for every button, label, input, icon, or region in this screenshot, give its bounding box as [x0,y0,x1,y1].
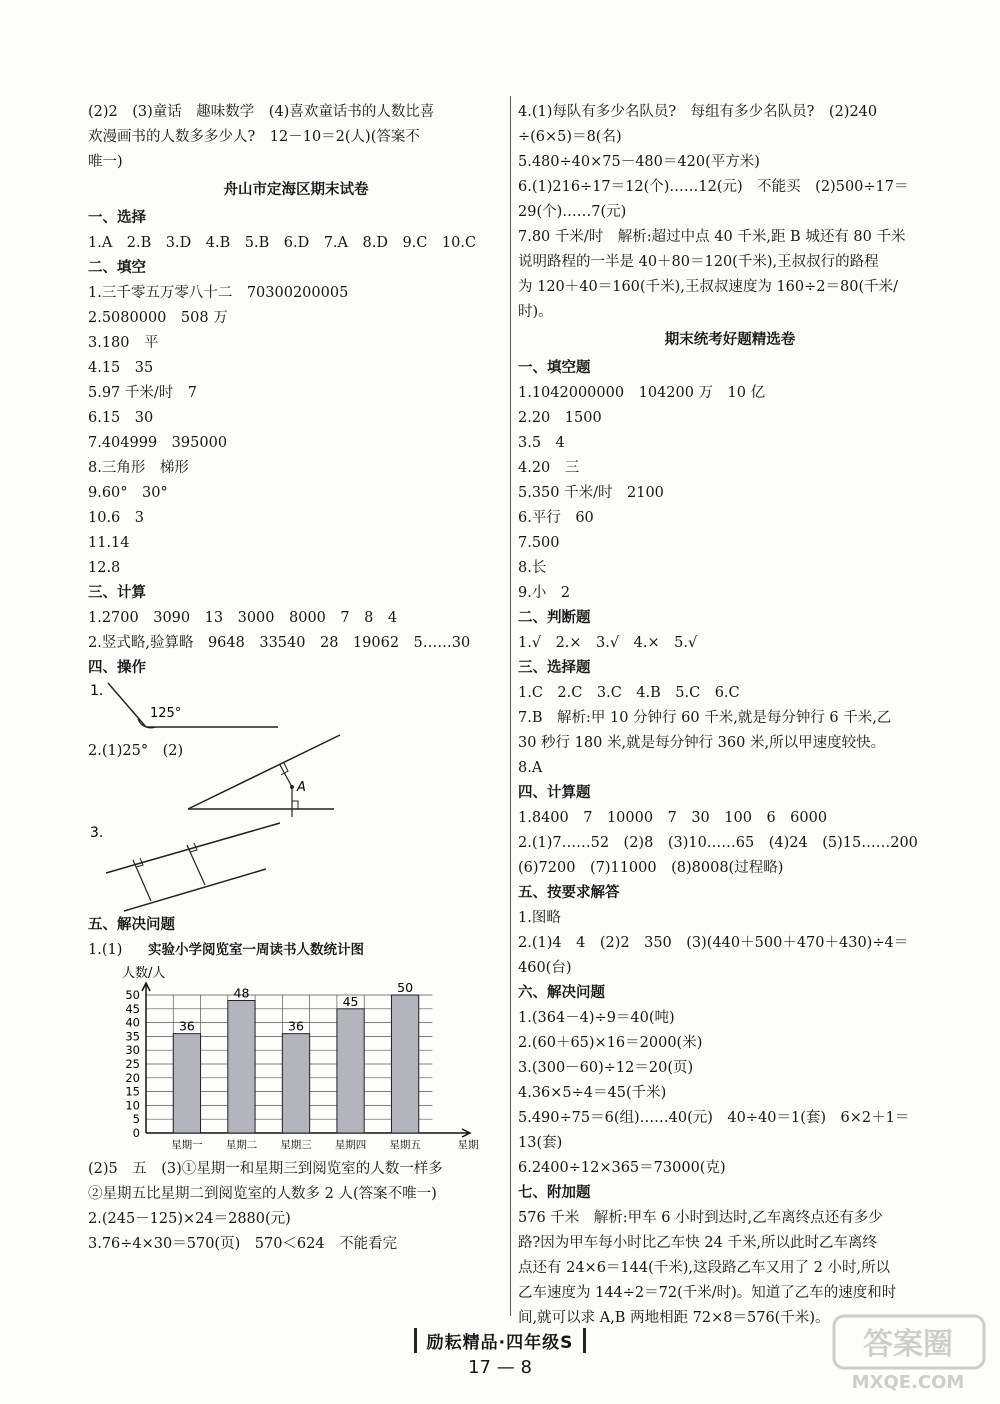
operation-2-figure [88,733,504,821]
answer-line: 1.(364－4)÷9＝40(吨) [518,1010,675,1026]
y-tick-label: 5 [132,1112,140,1127]
angle-diagram [88,681,288,733]
bar [173,1034,200,1133]
y-tick-label: 20 [125,1070,140,1085]
answer-line: 6.2400÷12×365＝73000(克) [518,1160,726,1176]
chart-title: 实验小学阅览室一周读书人数统计图 [148,942,364,958]
answer-line: 9.60° 30° [88,485,168,501]
answer-line: 460(台) [518,960,572,976]
right-section-title: 五、按要求解答 [518,885,620,901]
answer-line: 1.√ 2.× 3.√ 4.× 5.√ [518,635,698,651]
answer-line: 7.80 千米/时 解析:超过中点 40 千米,距 B 城还有 80 千米 [518,229,906,245]
bar-value-label: 45 [342,993,359,1009]
right-column [518,100,942,1331]
x-tick-label: 星期一 [171,1139,203,1151]
y-tick-label: 50 [125,988,140,1002]
question-label: 1.(1) [88,942,123,958]
left-section-body [88,1157,504,1257]
watermark-url: MXQE.COM [851,1372,965,1393]
left-section-title: 一、选择 [88,210,146,226]
answer-line: 为 120＋40＝160(千米),王叔叔速度为 160÷2＝80(千米/ [518,279,898,295]
book-brand: 励耘精品·四年级S [414,1328,587,1353]
answer-line: 30 秒行 180 米,就是每分钟行 360 米,所以甲速度较快。 [518,735,886,751]
answer-line: 1.三千零五万零八十二 70300200005 [88,285,349,301]
bar-value-label: 36 [178,1018,195,1034]
left-section-title: 三、计算 [88,585,146,601]
answer-line: 6.(1)216÷17＝12(个)……12(元) 不能买 (2)500÷17＝ [518,179,909,195]
answer-line: ÷(6×5)＝8(名) [518,129,622,145]
right-section-title: 一、填空题 [518,360,591,376]
column-divider [510,96,511,1316]
answer-line: 12.8 [88,560,121,576]
right-section-title: 七、附加题 [518,1185,591,1201]
right-section-title: 二、判断题 [518,610,591,626]
answer-line: 8.三角形 梯形 [88,460,189,476]
operation-1-figure [88,681,504,733]
answer-line: 1.2700 3090 13 3000 8000 7 8 4 [88,610,398,626]
answer-line: 欢漫画书的人数多多少人? 12－10＝2(人)(答案不 [88,129,420,145]
answer-line: 576 千米 解析:甲车 6 小时到达时,乙车离终点还有多少 [518,1210,883,1226]
y-axis-label: 人数/人 [122,966,166,981]
answer-line: 3.(300－60)÷12＝20(页) [518,1060,694,1076]
left-section-body [88,231,504,256]
bar-value-label: 48 [233,985,250,1001]
left-exam-title: 舟山市定海区期末试卷 [223,182,369,198]
answer-line: 5.480÷40×75－480＝420(平方米) [518,154,760,170]
y-tick-label: 0 [132,1126,140,1140]
left-section-body [88,606,504,656]
right-exam-title: 期末统考好题精选卷 [664,332,796,348]
answer-line: 4.36×5÷4＝45(千米) [518,1085,667,1101]
answer-line: 4.20 三 [518,460,580,476]
right-section-body [518,631,942,656]
left-section-title: 二、填空 [88,260,146,276]
answer-line: 时)。 [518,304,553,320]
bar [337,1009,364,1133]
right-section-title: 三、选择题 [518,660,591,676]
answer-line: 29(个)……7(元) [518,204,627,220]
left-section-body [88,281,504,581]
operation-number: 1. [90,683,104,699]
answer-line: 乙车速度为 144÷2＝72(千米/时)。知道了乙车的速度和时 [518,1285,897,1301]
y-tick-label: 45 [125,1001,140,1016]
right-sections [518,356,942,1331]
answer-line: 8.A [518,760,543,776]
bar-chart [88,963,479,1153]
answer-line: 1.图略 [518,910,561,926]
right-section-body [518,381,942,606]
answer-line: (2)2 (3)童话 趣味数学 (4)喜欢童话书的人数比喜 [88,104,435,120]
y-tick-label: 40 [125,1015,140,1030]
answer-line: 3.5 4 [518,435,565,451]
answer-line: 10.6 3 [88,510,145,526]
left-top-answers [88,100,504,175]
answer-line: 5.97 千米/时 7 [88,385,198,401]
y-tick-label: 10 [125,1098,140,1113]
watermark-text: 答案圈 [863,1327,953,1362]
answer-line: 11.14 [88,535,130,551]
right-section-body [518,681,942,781]
answer-line: 1.8400 7 10000 7 30 100 6 6000 [518,810,828,826]
answer-line: (2)5 五 (3)①星期一和星期三到阅览室的人数一样多 [88,1161,443,1177]
answer-line: 8.长 [518,560,547,576]
watermark-logo [828,1310,988,1394]
answer-line: 2.(1)7……52 (2)8 (3)10……65 (4)24 (5)15……200 [518,835,918,851]
operation-3-figure [88,821,504,913]
answer-line: 7.500 [518,535,560,551]
answer-line: 6.15 30 [88,410,154,426]
bar-value-label: 36 [288,1018,304,1034]
answer-line: 说明路程的一半是 40＋80＝120(千米),王叔叔行的路程 [518,254,879,270]
x-axis-label: 星期 [457,1139,479,1151]
left-section-title: 四、操作 [88,660,146,676]
answer-line: 点还有 24×6＝144(千米),这段路乙车又用了 2 小时,所以 [518,1260,891,1276]
bar-value-label: 50 [397,980,414,995]
answer-line: 13(套) [518,1135,563,1151]
answer-line: ②星期五比星期二到阅览室的人数多 2 人(答案不唯一) [88,1186,437,1202]
answer-line: 2.(1)4 4 (2)2 350 (3)(440＋500＋470＋430)÷4＝ [518,935,909,951]
right-section-title: 六、解决问题 [518,985,605,1001]
y-tick-label: 15 [125,1084,140,1099]
right-section-body [518,806,942,881]
right-top-answers [518,100,942,325]
left-section-title: 五、解决问题 [88,917,175,933]
answer-line: 9.小 2 [518,585,571,601]
answer-line: 3.180 平 [88,335,159,351]
right-section-body [518,906,942,981]
x-tick-label: 星期三 [280,1139,312,1151]
answer-line: 3.76÷4×30＝570(页) 570＜624 不能看完 [88,1236,398,1252]
y-tick-label: 30 [125,1043,140,1058]
left-column [88,100,504,1257]
perpendicular-diagram [184,733,444,821]
page-number: 17 — 8 [468,1357,532,1378]
answer-line: 2.(60＋65)×16＝2000(米) [518,1035,703,1051]
answer-line: 路?因为甲车每小时比乙车快 24 千米,所以此时乙车离终 [518,1235,878,1251]
answer-line: 4.(1)每队有多少名队员? 每组有多少名队员? (2)240 [518,104,878,120]
answer-line: 5.490÷75＝6(组)……40(元) 40÷40＝1(套) 6×2＋1＝ [518,1110,910,1126]
right-section-title: 四、计算题 [518,785,591,801]
answer-line: 2.竖式略,验算略 9648 33540 28 19062 5……30 [88,635,471,651]
bar [228,1001,255,1133]
angle-label: 125° [150,706,182,721]
bar [391,995,418,1133]
answer-line: 1.1042000000 104200 万 10 亿 [518,385,766,401]
x-tick-label: 星期二 [225,1139,258,1151]
answer-line: 6.平行 60 [518,510,594,526]
parallel-lines-diagram [88,821,288,913]
x-tick-label: 星期四 [334,1139,367,1151]
bar [282,1034,309,1133]
answer-line: 5.350 千米/时 2100 [518,485,664,501]
answer-line: 1.C 2.C 3.C 4.B 5.C 6.C [518,685,740,701]
answer-line: 唯一) [88,154,123,170]
x-tick-label: 星期五 [389,1139,421,1151]
operation-number: 3. [90,825,104,841]
answer-line: 2.5080000 508 万 [88,310,228,326]
y-tick-label: 35 [125,1029,140,1044]
right-section-body [518,1006,942,1181]
answer-line: 1.A 2.B 3.D 4.B 5.B 6.D 7.A 8.D 9.C 10.C [88,235,477,251]
operation-2-text: 2.(1)25° (2) [88,743,184,759]
answer-line: (6)7200 (7)11000 (8)8008(过程略) [518,860,784,876]
answer-line: 7.404999 395000 [88,435,228,451]
answer-line: 2.20 1500 [518,410,602,426]
answer-line: 7.B 解析:甲 10 分钟行 60 千米,就是每分钟行 6 千米,乙 [518,710,892,726]
point-label: A [297,780,306,795]
answer-line: 4.15 35 [88,360,154,376]
chart-heading-row [88,938,504,963]
answer-line: 间,就可以求 A,B 两地相距 72×8＝576(千米)。 [518,1310,830,1326]
y-tick-label: 25 [125,1057,140,1071]
answer-line: 2.(245－125)×24＝2880(元) [88,1211,291,1227]
